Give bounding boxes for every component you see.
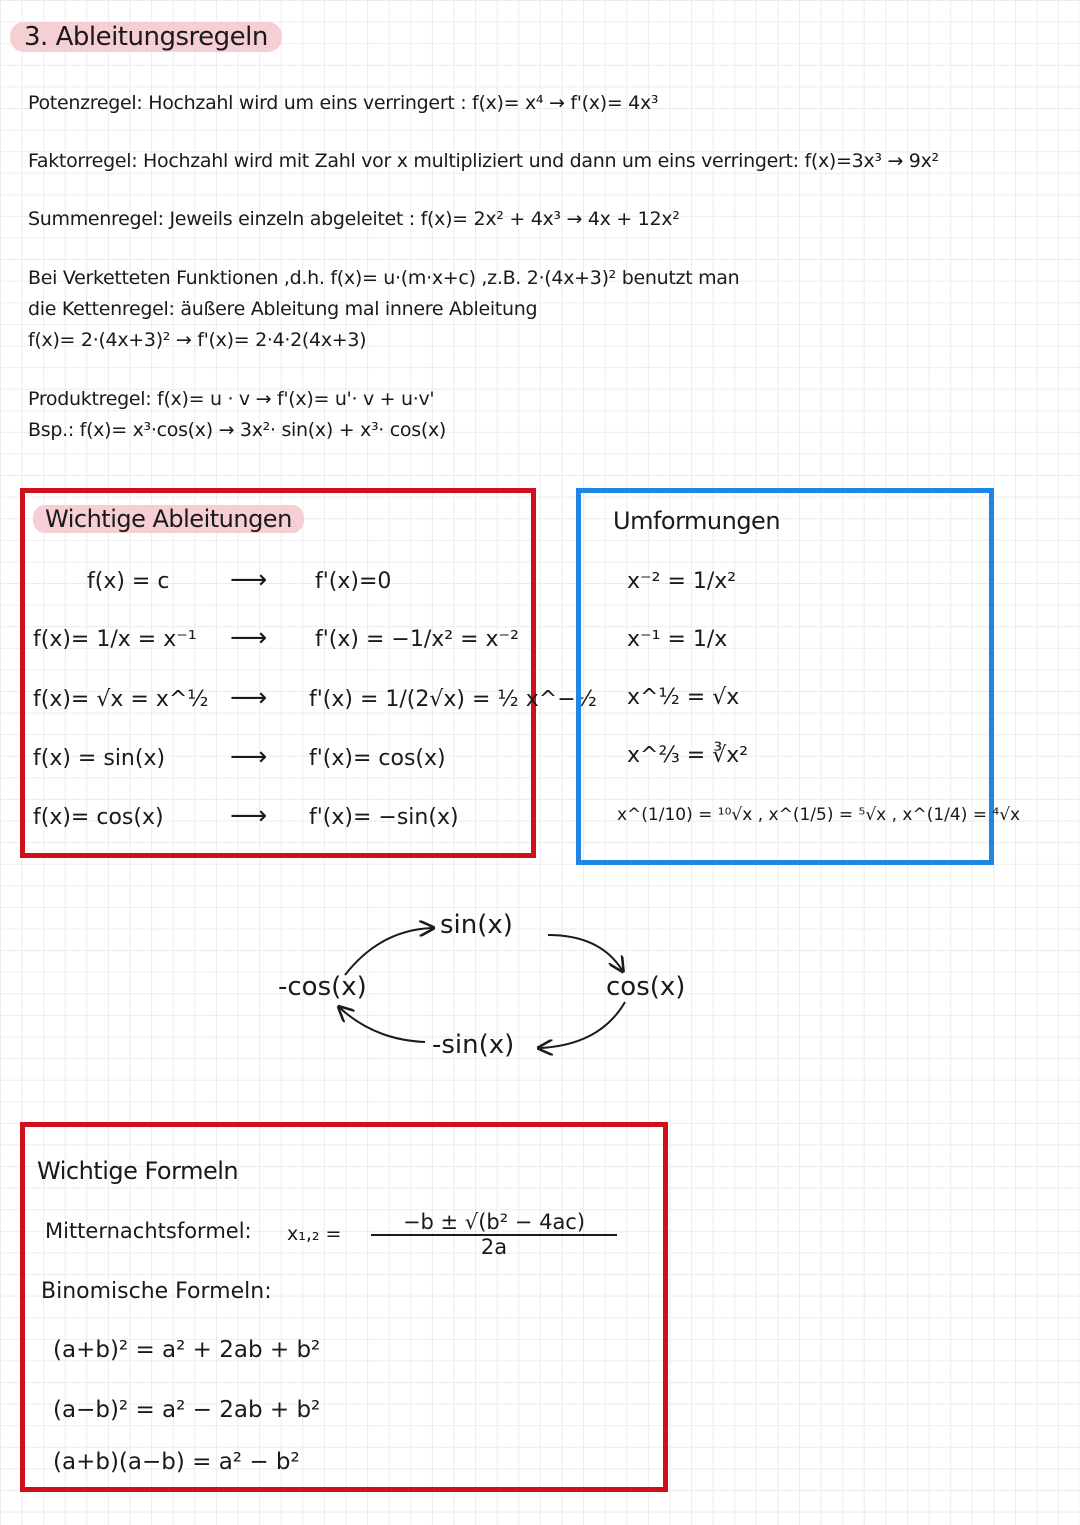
kettenregel-line-2: die Kettenregel: äußere Ableitung mal innere Ableitung: [28, 298, 538, 320]
umformung-row-3: x^⅔ = ∛x²: [627, 743, 749, 768]
arrow-icon: ⟶: [230, 623, 268, 653]
ableitung-row-2-fp: f'(x) = 1/(2√x) = ½ x^−½: [309, 687, 597, 712]
mitternacht-lhs: x₁,₂ =: [287, 1223, 342, 1245]
ableitung-row-3-fp: f'(x)= cos(x): [309, 746, 446, 771]
summenregel: Summenregel: Jeweils einzeln abgeleitet : f(x)= 2x² + 4x³ → 4x + 12x²: [28, 208, 680, 230]
mitternacht-denominator: 2a: [480, 1235, 508, 1260]
umformung-row-1: x⁻¹ = 1/x: [627, 627, 728, 652]
faktorregel: Faktorregel: Hochzahl wird mit Zahl vor x multipliziert und dann um eins verringert: f(x)=3x³ → 9x²: [28, 150, 939, 172]
binom-row-1: (a−b)² = a² − 2ab + b²: [53, 1397, 321, 1423]
binom-row-2: (a+b)(a−b) = a² − b²: [53, 1449, 300, 1475]
ableitung-row-2-f: f(x)= √x = x^½: [33, 687, 209, 712]
cycle-neg-sin: -sin(x): [432, 1030, 515, 1060]
kettenregel-line-3: f(x)= 2·(4x+3)² → f'(x)= 2·4·2(4x+3): [28, 329, 367, 351]
arrow-icon: ⟶: [230, 801, 268, 831]
potenzregel: Potenzregel: Hochzahl wird um eins verringert : f(x)= x⁴ → f'(x)= 4x³: [28, 92, 659, 114]
mitternacht-label: Mitternachtsformel:: [45, 1219, 252, 1243]
cycle-neg-cos: -cos(x): [278, 972, 367, 1002]
arrow-icon: ⟶: [230, 683, 268, 713]
arrow-icon: ⟶: [230, 565, 268, 595]
ableitung-row-1-f: f(x)= 1/x = x⁻¹: [33, 627, 197, 652]
cycle-cos: cos(x): [606, 972, 686, 1002]
mitternacht-numerator: −b ± √(b² − 4ac): [371, 1211, 617, 1236]
umformung-row-2: x^½ = √x: [627, 685, 740, 710]
ableitung-row-4-f: f(x)= cos(x): [33, 805, 164, 830]
umformungen-heading: Umformungen: [613, 507, 781, 535]
mitternacht-fraction: [371, 1211, 617, 1259]
binom-row-0: (a+b)² = a² + 2ab + b²: [53, 1337, 321, 1363]
ableitungen-heading: Wichtige Ableitungen: [33, 505, 304, 533]
produktregel-line-2: Bsp.: f(x)= x³·cos(x) → 3x²· sin(x) + x³· cos(x): [28, 419, 447, 441]
formeln-box: [20, 1122, 668, 1492]
umformung-row-0: x⁻² = 1/x²: [627, 569, 737, 594]
produktregel-line-1: Produktregel: f(x)= u · v → f'(x)= u'· v + u·v': [28, 388, 435, 410]
cycle-sin: sin(x): [440, 910, 513, 940]
binom-heading: Binomische Formeln:: [41, 1279, 272, 1304]
formeln-heading: Wichtige Formeln: [37, 1157, 239, 1185]
ableitung-row-0-fp: f'(x)=0: [315, 569, 392, 594]
umformung-row-4: x^(1/10) = ¹⁰√x , x^(1/5) = ⁵√x , x^(1/4) = ⁴√x: [617, 805, 1021, 825]
ableitung-row-4-fp: f'(x)= −sin(x): [309, 805, 459, 830]
ableitung-row-1-fp: f'(x) = −1/x² = x⁻²: [315, 627, 519, 652]
kettenregel-line-1: Bei Verketteten Funktionen ,d.h. f(x)= u·(m·x+c) ,z.B. 2·(4x+3)² benutzt man: [28, 267, 740, 289]
arrow-icon: ⟶: [230, 742, 268, 772]
ableitung-row-3-f: f(x) = sin(x): [33, 746, 166, 771]
ableitung-row-0-f: f(x) = c: [87, 569, 170, 594]
page-title: 3. Ableitungsregeln: [10, 22, 282, 52]
